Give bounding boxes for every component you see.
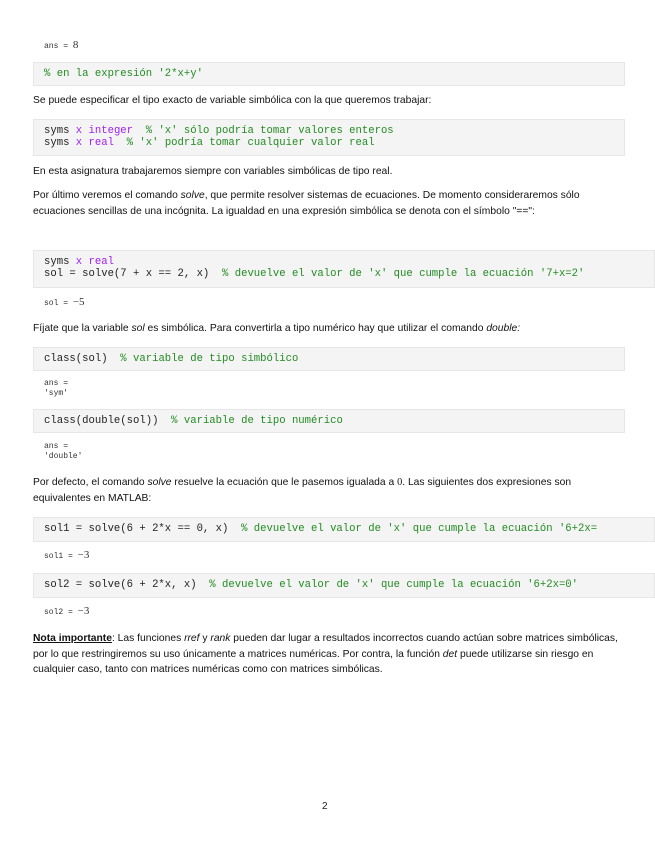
paragraph-5 (33, 475, 593, 506)
code-text: syms (44, 256, 76, 268)
output-sol2 (44, 606, 89, 618)
paragraph-3 (33, 188, 623, 219)
text-run: puede utilizarse sin riesgo en cualquier caso, tanto con matrices numéricas como con matrices simbólicas. (33, 648, 594, 675)
code-argument: x integer (75, 125, 134, 137)
output-value: 'double' (44, 452, 83, 461)
output-lhs: ans = (44, 379, 69, 388)
output-lhs: ans = (44, 442, 69, 451)
text-run: , que permite resolver sistemas de ecuaciones. De momento consideraremos sólo ecuaciones sencillas de una incógnita. La igualdad en una expresión simbólica se denota con el símbolo "==": (33, 190, 580, 217)
code-text: syms (44, 125, 76, 137)
command-name: double: (486, 323, 521, 334)
code-argument: x real (75, 137, 114, 149)
code-text: sol1 = solve(6 + 2*x == 0, x) (44, 523, 242, 535)
text-run: resuelve la ecuación que le pasemos igualada a (171, 477, 398, 488)
output-lhs: sol2 = (44, 608, 78, 617)
text-run: Fíjate que la variable (33, 323, 132, 334)
output-value: 'sym' (44, 389, 69, 398)
output-value: 8 (72, 39, 79, 51)
code-comment: % devuelve el valor de 'x' que cumple la ecuación '6+2x=0' (209, 579, 579, 591)
code-block-6 (33, 517, 655, 542)
text-run: : Las funciones (111, 633, 185, 644)
text-run: Por defecto, el comando (33, 477, 148, 488)
code-block-4 (33, 347, 625, 371)
function-name: det (442, 648, 458, 660)
code-block-5 (33, 409, 625, 433)
output-lhs: sol1 = (44, 552, 78, 561)
paragraph-1: Se puede especificar el tipo exacto de variable simbólica con la que queremos trabajar: (33, 95, 432, 106)
code-text: class(double(sol)) (44, 415, 172, 427)
code-block-2 (33, 119, 625, 156)
output-value: −3 (77, 549, 90, 561)
text-run: es simbólica. Para convertirla a tipo numérico hay que utilizar el comando (144, 323, 487, 334)
math-zero: 0 (397, 477, 403, 488)
code-comment: % devuelve el valor de 'x' que cumple la ecuación '6+2x= (241, 523, 598, 535)
paragraph-4 (33, 321, 633, 337)
command-name: solve (147, 477, 172, 488)
code-argument: x real (75, 256, 114, 268)
code-block-1 (33, 62, 625, 86)
command-name: solve (180, 190, 205, 201)
code-comment: % en la expresión '2*x+y' (44, 68, 203, 80)
code-comment: % devuelve el valor de 'x' que cumple la ecuación '7+x=2' (222, 268, 585, 280)
output-value: −5 (72, 296, 85, 308)
paragraph-2: En esta asignatura trabajaremos siempre con variables simbólicas de tipo real. (33, 166, 393, 177)
code-comment: % variable de tipo numérico (171, 415, 343, 427)
code-text: sol2 = solve(6 + 2*x, x) (44, 579, 210, 591)
function-name: rref (184, 633, 200, 644)
code-comment: % 'x' sólo podría tomar valores enteros (145, 125, 394, 137)
code-text: syms (44, 137, 76, 149)
code-text: class(sol) (44, 353, 121, 365)
text-run: . Las siguientes dos expresiones son equivalentes en MATLAB: (33, 477, 572, 504)
text-run: Por último veremos el comando (33, 190, 181, 201)
code-comment: % variable de tipo simbólico (120, 353, 299, 365)
function-name: rank (210, 633, 231, 644)
output-value: −3 (77, 605, 90, 617)
code-comment: % 'x' podría tomar cualquier valor real (126, 137, 375, 149)
output-sol1 (44, 550, 89, 562)
output-lhs: sol = (44, 299, 73, 308)
paragraph-6 (33, 631, 623, 678)
output-ans (44, 40, 78, 52)
output-double (44, 442, 82, 462)
code-text: sol = solve(7 + x == 2, x) (44, 268, 223, 280)
code-block-7 (33, 573, 655, 598)
page-number: 2 (322, 801, 328, 812)
output-lhs: ans = (44, 42, 73, 51)
text-run: pueden dar lugar a resultados incorrectos cuando actúan sobre matrices simbólicas, por lo que restringiremos su uso únicamente a matrices numéricas. Por contra, la función (33, 633, 618, 660)
variable-name: sol (131, 323, 145, 334)
note-heading: Nota importante (33, 633, 112, 644)
text-run: y (199, 633, 211, 644)
output-sym (44, 379, 68, 399)
output-sol (44, 297, 85, 309)
code-block-3 (33, 250, 655, 288)
